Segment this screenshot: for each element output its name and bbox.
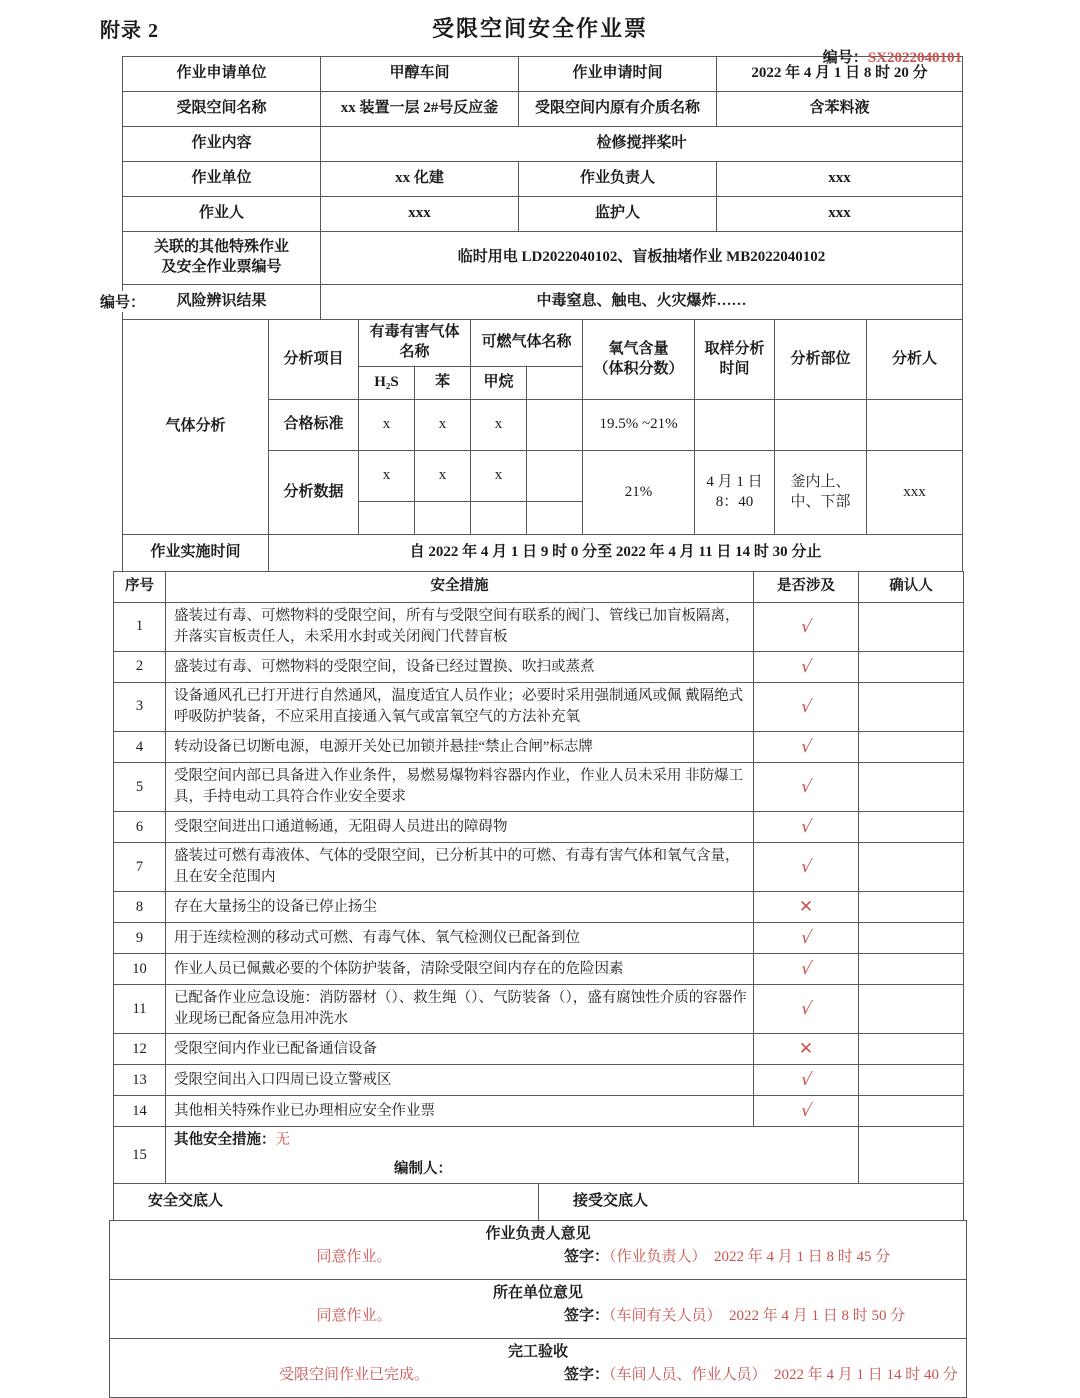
data-sample-time: [695, 451, 775, 535]
check-icon: √: [799, 696, 814, 717]
signature-label: 签字：: [564, 1366, 610, 1383]
apply-unit-label: 作业申请单位: [123, 57, 321, 92]
table-row: [114, 923, 964, 954]
oxygen-content-header-line2: （体积分数）: [593, 360, 684, 377]
measure-text: 已配备作业应急设施：消防器材（）、救生绳（）、气防装备（），盛有腐蚀性介质的容器作业现场已配备应急用冲洗水: [166, 985, 754, 1034]
gas-name-1: H₂S: [359, 367, 415, 400]
measure-confirm-cell[interactable]: [859, 683, 964, 732]
standard-oxygen: 19.5% ~21%: [583, 400, 695, 451]
measure-confirm-cell[interactable]: [859, 985, 964, 1034]
appendix-label: 附录 2: [100, 20, 159, 42]
standard-gas-2: x: [415, 400, 471, 451]
data-oxygen: 21%: [583, 451, 695, 535]
signature-role: （车间有关人员）: [609, 1307, 722, 1324]
opinion-title: 作业负责人意见: [485, 1226, 591, 1243]
briefing-receiver-label: 接受交底人: [539, 1184, 964, 1221]
related-permits-label: [123, 232, 321, 285]
opinion-row: [110, 1339, 967, 1398]
medium-name-value: 含苯料液: [717, 92, 963, 127]
supervisor-value: xxx: [717, 162, 963, 197]
table-row: [123, 285, 963, 320]
gas-name-4: [527, 367, 583, 400]
table-row: [114, 732, 964, 763]
opinions-table: [109, 1220, 967, 1398]
measure-text: 受限空间进出口通道畅通，无阻碍人员进出的障碍物: [166, 812, 754, 843]
space-name-label: 受限空间名称: [123, 92, 321, 127]
measure-text: 用于连续检测的移动式可燃、有毒气体、氧气检测仪已配备到位: [166, 923, 754, 954]
table-row: [114, 1096, 964, 1127]
table-row: [123, 320, 963, 367]
data-gas-1: x: [359, 451, 415, 502]
table-row: [114, 843, 964, 892]
table-row: [114, 812, 964, 843]
opinion-comment: 同意作业。: [316, 1248, 392, 1265]
measure-number: 9: [114, 923, 166, 954]
work-content-label: 作业内容: [123, 127, 321, 162]
permit-number-value: SX2022040101: [867, 50, 962, 66]
table-row: [114, 1184, 964, 1221]
table-row: [114, 1034, 964, 1065]
measures-confirm-header: 确认人: [859, 572, 964, 603]
opinion-cell: [110, 1339, 967, 1398]
measure-text: 转动设备已切断电源，电源开关处已加锁并悬挂“禁止合闸”标志牌: [166, 732, 754, 763]
other-measures-value: 无: [275, 1132, 290, 1149]
opinion-body: [116, 1307, 960, 1327]
signature-label: 签字：: [564, 1307, 610, 1324]
related-permits-value: 临时用电 LD2022040102、盲板抽堵作业 MB2022040102: [321, 232, 963, 285]
opinion-row: [110, 1280, 967, 1339]
table-row: [123, 92, 963, 127]
data-extra-1: [359, 502, 415, 535]
check-icon: √: [799, 856, 814, 877]
data-location-line1: 釜内上、: [790, 473, 851, 490]
opinion-title: 所在单位意见: [492, 1285, 583, 1302]
implementation-time-label: 作业实施时间: [123, 535, 269, 572]
measure-involved-mark[interactable]: [754, 763, 859, 812]
table-row: [123, 197, 963, 232]
table-row: [123, 127, 963, 162]
measure-number: 12: [114, 1034, 166, 1065]
sample-time-header: [695, 320, 775, 400]
measure-confirm-cell[interactable]: [859, 603, 964, 652]
measure-involved-mark[interactable]: [754, 843, 859, 892]
check-icon: √: [799, 958, 814, 979]
guardian-label: 监护人: [519, 197, 717, 232]
check-icon: √: [799, 998, 814, 1019]
space-name-value: xx 装置一层 2#号反应釜: [321, 92, 519, 127]
signature-time: 2022 年 4 月 1 日 14 时 40 分: [774, 1366, 958, 1383]
standard-gas-4: [527, 400, 583, 451]
data-gas-2: x: [415, 451, 471, 502]
measure-text: 存在大量扬尘的设备已停止扬尘: [166, 892, 754, 923]
measure-text: 其他相关特殊作业已办理相应安全作业票: [166, 1096, 754, 1127]
toxic-gas-header: 有毒有害气体名称: [359, 320, 471, 367]
measure-text: 盛装过有毒、可燃物料的受限空间，设备已经过置换、吹扫或蒸煮: [166, 652, 754, 683]
signature-role: （作业负责人）: [609, 1248, 707, 1265]
measure-number: 5: [114, 763, 166, 812]
sample-time-header-line2: 时间: [719, 360, 750, 377]
basic-info-table: [122, 56, 963, 320]
permit-number: [823, 46, 962, 67]
signature-line: [564, 1248, 890, 1268]
measure-number: 8: [114, 892, 166, 923]
measure-involved-mark[interactable]: [754, 1034, 859, 1065]
measure-confirm-cell[interactable]: [859, 732, 964, 763]
measure-number: 14: [114, 1096, 166, 1127]
cross-icon: ✕: [798, 896, 814, 917]
data-sample-time-line1: 4 月 1 日: [706, 473, 763, 490]
flammable-gas-header: 可燃气体名称: [471, 320, 583, 367]
sample-time-header-line1: 取样分析: [704, 340, 765, 357]
data-extra-2: [415, 502, 471, 535]
standard-sample-time: [695, 400, 775, 451]
measure-confirm-cell[interactable]: [859, 812, 964, 843]
data-analyst: xxx: [867, 451, 963, 535]
apply-time-value: 2022 年 4 月 1 日 8 时 20 分: [717, 57, 963, 92]
standard-gas-1: x: [359, 400, 415, 451]
table-row: [114, 763, 964, 812]
check-icon: √: [799, 616, 814, 637]
measure-involved-mark[interactable]: [754, 603, 859, 652]
medium-name-label: 受限空间内原有介质名称: [519, 92, 717, 127]
qualified-standard-label: 合格标准: [269, 400, 359, 451]
opinion-body: [116, 1248, 960, 1268]
measure-involved-mark[interactable]: [754, 1096, 859, 1127]
related-permits-label-line2: 及安全作业票编号: [161, 259, 282, 275]
measure-text: 作业人员已佩戴必要的个体防护装备，清除受限空间内存在的危险因素: [166, 954, 754, 985]
measure-number: 7: [114, 843, 166, 892]
table-header-row: [114, 572, 964, 603]
measures-involved-header: 是否涉及: [754, 572, 859, 603]
check-icon: √: [799, 776, 814, 797]
table-row: [114, 1065, 964, 1096]
measure-involved-mark[interactable]: [754, 683, 859, 732]
signature-label: 签字：: [564, 1248, 610, 1265]
permit-number-label: 编号：: [822, 50, 868, 66]
worker-label: 作业人: [123, 197, 321, 232]
standard-analyst: [867, 400, 963, 451]
measure-involved-mark[interactable]: [754, 892, 859, 923]
table-row: [123, 535, 963, 572]
measure-number: 2: [114, 652, 166, 683]
work-unit-label: 作业单位: [123, 162, 321, 197]
measure-confirm-15: [859, 1127, 964, 1184]
table-row: [114, 892, 964, 923]
data-gas-3: x: [471, 451, 527, 502]
measure-number: 3: [114, 683, 166, 732]
oxygen-content-header-line1: 氧气含量: [608, 340, 669, 357]
briefing-table: [113, 1183, 964, 1221]
related-permits-label-line1: 关联的其他特殊作业: [153, 239, 289, 256]
measure-involved-mark[interactable]: [754, 923, 859, 954]
measure-text: 受限空间内部已具备进入作业条件，易燃易爆物料容器内作业，作业人员未采用 非防爆工具，手持电动工具符合作业安全要求: [166, 763, 754, 812]
opinion-cell: [110, 1280, 967, 1339]
analysis-location-header: 分析部位: [775, 320, 867, 400]
opinion-title: 完工验收: [507, 1344, 568, 1361]
measure-involved-mark[interactable]: [754, 652, 859, 683]
data-gas-4: [527, 451, 583, 502]
measure-confirm-cell[interactable]: [859, 923, 964, 954]
document-header: [0, 0, 1080, 66]
measure-confirm-cell[interactable]: [859, 843, 964, 892]
secondary-number-label: 编号：: [100, 291, 147, 312]
table-row: [114, 683, 964, 732]
page-title: 受限空间安全作业票: [431, 16, 648, 41]
measure-number: 1: [114, 603, 166, 652]
measure-confirm-cell[interactable]: [859, 892, 964, 923]
other-measures-label: 其他安全措施：: [174, 1132, 276, 1149]
implementation-time-table: [122, 534, 963, 572]
preparer-label: 编制人：: [394, 1161, 452, 1178]
opinion-comment: 受限空间作业已完成。: [278, 1366, 429, 1383]
check-icon: √: [799, 927, 814, 948]
supervisor-label: 作业负责人: [519, 162, 717, 197]
data-extra-4: [527, 502, 583, 535]
gas-name-3: 甲烷: [471, 367, 527, 400]
check-icon: √: [799, 1100, 814, 1121]
measure-involved-mark[interactable]: [754, 985, 859, 1034]
gas-name-2: 苯: [415, 367, 471, 400]
table-row: [114, 954, 964, 985]
risk-result-value: 中毒窒息、触电、火灾爆炸……: [321, 285, 963, 320]
measure-involved-mark[interactable]: [754, 732, 859, 763]
signature-time: 2022 年 4 月 1 日 8 时 45 分: [714, 1248, 891, 1265]
data-sample-time-line2: 8：40: [715, 493, 754, 510]
signature-line: [564, 1366, 958, 1386]
guardian-value: xxx: [717, 197, 963, 232]
data-extra-3: [471, 502, 527, 535]
table-row: [123, 232, 963, 285]
measure-involved-mark[interactable]: [754, 812, 859, 843]
risk-result-label: 风险辨识结果: [123, 285, 321, 320]
measure-number: 4: [114, 732, 166, 763]
measure-confirm-cell[interactable]: [859, 1034, 964, 1065]
measure-involved-mark[interactable]: [754, 1065, 859, 1096]
apply-time-label: 作业申请时间: [519, 57, 717, 92]
measure-involved-mark[interactable]: [754, 954, 859, 985]
work-content-value: 检修搅拌桨叶: [321, 127, 963, 162]
opinion-cell: [110, 1221, 967, 1280]
measure-confirm-cell[interactable]: [859, 1096, 964, 1127]
check-icon: √: [799, 736, 814, 757]
analysis-item-label: 分析项目: [269, 320, 359, 400]
other-measures-cell: [166, 1127, 859, 1184]
standard-location: [775, 400, 867, 451]
measures-text-header: 安全措施: [166, 572, 754, 603]
apply-unit-value: 甲醇车间: [321, 57, 519, 92]
measure-text: 盛装过可燃有毒液体、气体的受限空间，已分析其中的可燃、有毒有害气体和氧气含量，且在安全范围内: [166, 843, 754, 892]
table-row: [114, 603, 964, 652]
data-location-line2: 中、下部: [790, 493, 851, 510]
implementation-time-value: 自 2022 年 4 月 1 日 9 时 0 分至 2022 年 4 月 11 日 14 时 30 分止: [269, 535, 963, 572]
measure-confirm-cell[interactable]: [859, 1065, 964, 1096]
opinion-comment: 同意作业。: [316, 1307, 392, 1324]
measure-confirm-cell[interactable]: [859, 652, 964, 683]
measure-number: 6: [114, 812, 166, 843]
gas-analysis-row-label: 气体分析: [123, 320, 269, 535]
measure-text: 盛装过有毒、可燃物料的受限空间，所有与受限空间有联系的阀门、管线已加盲板隔离，并落实盲板责任人，未采用水封或关闭阀门代替盲板: [166, 603, 754, 652]
worker-value: xxx: [321, 197, 519, 232]
analysis-data-label: 分析数据: [269, 451, 359, 535]
measure-no-15: 15: [114, 1127, 166, 1184]
check-icon: √: [799, 656, 814, 677]
work-unit-value: xx 化建: [321, 162, 519, 197]
measure-confirm-cell[interactable]: [859, 954, 964, 985]
table-row-other-measures: [114, 1127, 964, 1184]
table-row: [123, 162, 963, 197]
opinion-body: [116, 1366, 960, 1386]
oxygen-content-header: [583, 320, 695, 400]
data-location: [775, 451, 867, 535]
standard-gas-3: x: [471, 400, 527, 451]
cross-icon: ✕: [798, 1038, 814, 1059]
measure-text: 设备通风孔已打开进行自然通风，温度适宜人员作业；必要时采用强制通风或佩 戴隔绝式呼吸防护装备，不应采用直接通入氧气或富氧空气的方法补充氧: [166, 683, 754, 732]
measure-number: 13: [114, 1065, 166, 1096]
table-row: [114, 652, 964, 683]
measure-text: 受限空间内作业已配备通信设备: [166, 1034, 754, 1065]
signature-time: 2022 年 4 月 1 日 8 时 50 分: [729, 1307, 906, 1324]
signature-line: [564, 1307, 905, 1327]
signature-role: （车间人员、作业人员）: [609, 1366, 767, 1383]
safety-measures-table: [113, 571, 964, 1184]
other-measures-line: [174, 1130, 852, 1151]
opinion-row: [110, 1221, 967, 1280]
check-icon: √: [799, 1069, 814, 1090]
gas-analysis-table: [122, 319, 963, 535]
measure-text: 受限空间出入口四周已设立警戒区: [166, 1065, 754, 1096]
measure-number: 10: [114, 954, 166, 985]
table-row: [114, 985, 964, 1034]
analyst-header: 分析人: [867, 320, 963, 400]
measures-no-header: 序号: [114, 572, 166, 603]
measure-confirm-cell[interactable]: [859, 763, 964, 812]
check-icon: √: [799, 816, 814, 837]
briefing-giver-label: 安全交底人: [114, 1184, 539, 1221]
measure-number: 11: [114, 985, 166, 1034]
